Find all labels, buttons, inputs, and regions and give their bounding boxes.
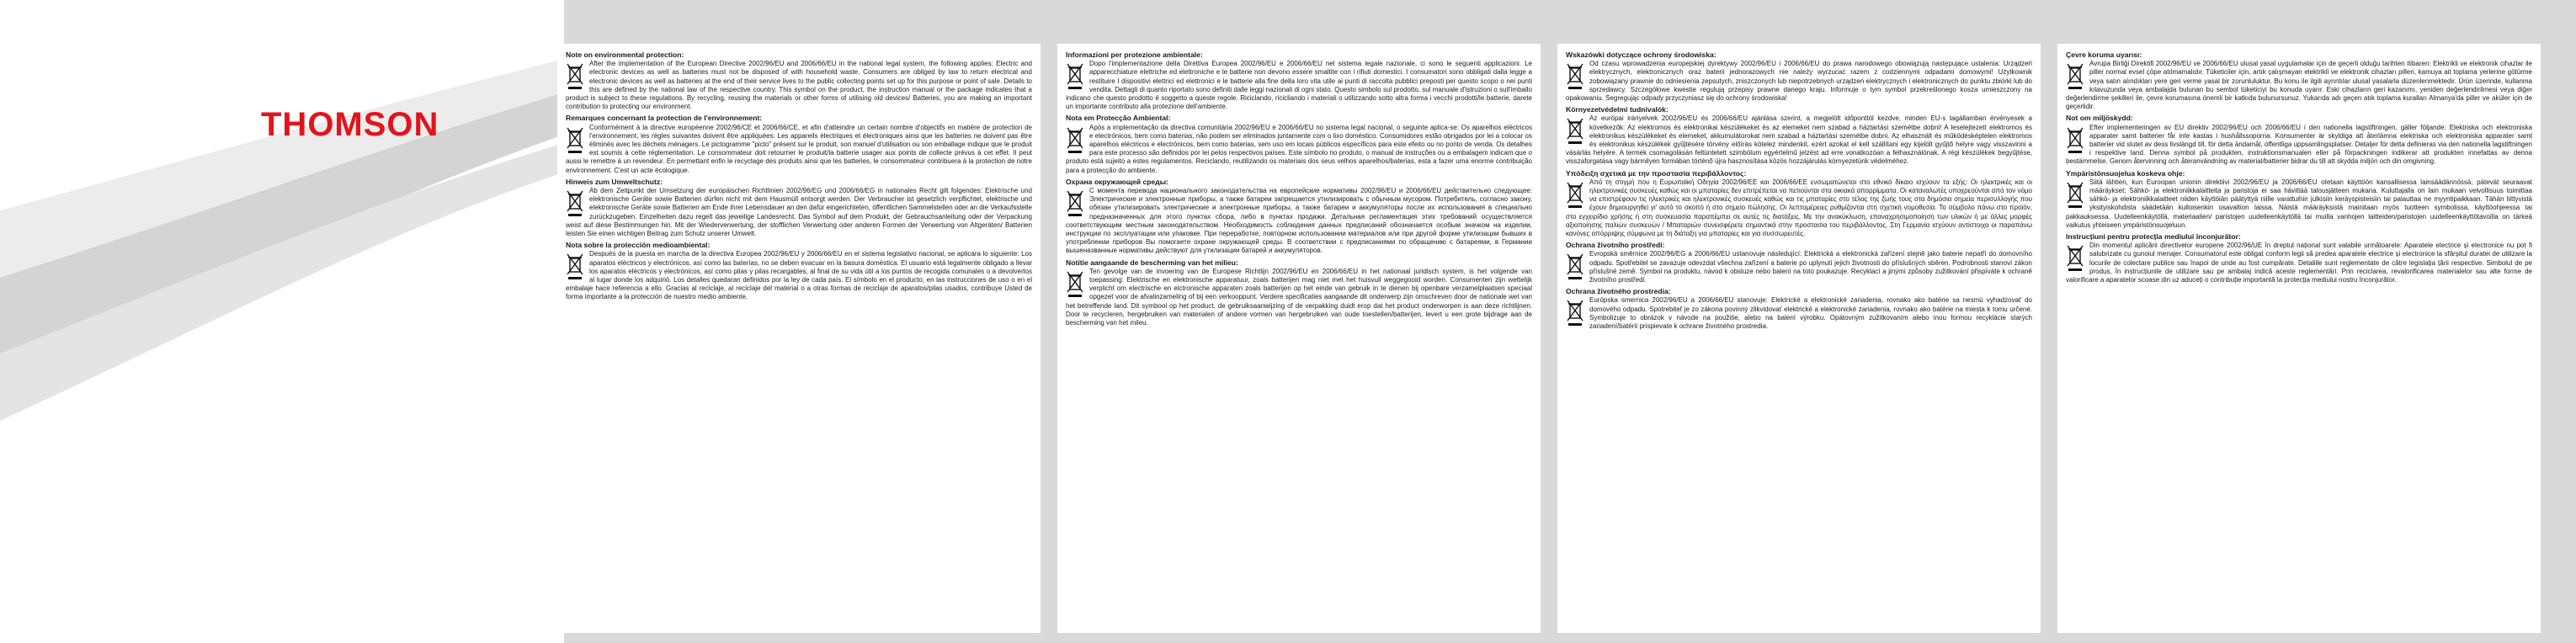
section-text: Ab dem Zeitpunkt der Umsetzung der europäischen Richtlinien 2002/96/EG und 2006/66/EG in nationales Recht gilt folgendes: Elektrische und elektronische Geräte sowie Batterien dürfen nicht mit dem Hausmüll entsorgt werden. Der Verbraucher ist gesetzlich verpflichtet, elektrische und elektronische Geräte sowie Batterien am Ende ihrer Lebensdauer an den dafür eingerichteten, öffentlichen Sammelstellen oder an die Verkaufsstelle zurückzugeben. Einzelheiten dazu regelt das jeweilige Landesrecht. Das Symbol auf dem Produkt, der Gebrauchsanleitung oder der Verpackung weist auf diese Bestimmungen hin. Mit der Wiederverwertung, der stofflichen Verwertung oder anderen Formen der Verwertung von Altgeräten/ Batterien leisten Sie einen wichtigen Beitrag zum Schutz unserer Umwelt. [566,187,1032,238]
crossed-bin-icon [2066,125,2084,154]
notice-panel [557,44,1041,633]
section-title: Note on environmental protection: [566,50,684,59]
section-text: Evropská směrnice 2002/96/EG a 2006/66/EU ustanovuje následující: Elektrická a elektronická zařízení stejně jako baterie nepatří do domovního odpadu. Spotřebitel se zavazuje odevzdat všechna zařízení a baterie po uplynutí jejich životnosti do příslušných sběren. Podrobnosti stanoví zákon příslušné země. Symbol na produktu, návod k obsluze nebo balení na toto poukazuje. Recyklací a jinými způsoby zužitkování přispíváte k ochraně životního prostředí. [1589,250,2032,284]
notice-panel [1057,44,1541,633]
section-body [566,187,1032,238]
notice-section [1566,287,2032,331]
notice-section [2066,50,2532,111]
crossed-bin-icon [1566,116,1584,145]
section-text: Efter implementeringen av EU direktiv 2002/96/EU och 2006/66/EU i den nationella lagstiftningen, gäller följande: Elektriska och elektroniska apparater samt batterier får inte kastas i hushållssoporna. Konsumenter är skyldiga att återlämna elektriska och elektroniska apparater samt batterier vid slutet av dess livslängd till, för detta ändamål, offentliga uppsamlingsplatser. Detaljer för detta definieras via den nationella lagstiftningen i respektive land. Denna symbol på produkten, instruktionsmanualen eller på förpackningen indikerar att produkten innefattas av denna bestämmelse. Genom återvinning och återanvändning av material/batterier bidrar du till att skydda miljön och din omgivning. [2066,123,2532,166]
section-text: Európska smernica 2002/96/EU a 2006/66/EU stanovuje: Elektrické a elektronické zariadenia, rovnako ako batérie sa nesmú vyhadzovať do domového odpadu. Spotrebiteľ je zo zákona povinný zlikvidovať elektrické a elektronické zariadenia, rovnako ako batérie na miesta k tomu určené. Symbolizuje to obrázok v návode na použitie, alebo na balení výrobku. Opätovným zužitkovaním alebo inou formou recyklácie starých zariadení/batérií prispievate k ochrane životného prostredia. [1589,296,2032,331]
cover-panel [0,0,564,643]
notice-panel [1557,44,2041,633]
notice-section [1566,105,2032,166]
crossed-bin-icon [1066,61,1084,90]
section-title: Nota em Protecção Ambiental: [1066,114,1171,123]
crossed-bin-icon [1066,189,1084,217]
section-body [2066,242,2532,284]
section-title: Notitie aangaande de bescherming van het milieu: [1066,258,1238,267]
crossed-bin-icon [1566,298,1584,327]
notice-section [566,114,1032,174]
notice-section [1066,50,1532,111]
notice-section [2066,232,2532,284]
crossed-bin-icon [1566,61,1584,90]
crossed-bin-icon [1066,125,1084,154]
notice-panel [2057,44,2541,633]
section-body [1566,60,2032,103]
section-body [1566,250,2032,284]
notice-section [566,241,1032,301]
section-title: Ochrana životného prostredia: [1566,287,1671,296]
notice-section [2066,114,2532,166]
section-title: Remarques concernant la protection de l'environnement: [566,114,763,123]
section-title: Ochrana životního prostředí: [1566,241,1665,250]
notice-section [1066,258,1532,328]
notice-section [2066,169,2532,230]
notice-section [1566,241,2032,284]
section-title: Hinweis zum Umweltschutz: [566,177,663,186]
crossed-bin-icon [566,252,584,280]
section-title: Instrucțiuni pentru protecția mediului înconjurător: [2066,232,2241,242]
section-body [566,60,1032,111]
section-text: Ten gevolge van de invoering van de Europese Richtlijn 2002/96/EU en 2006/66/EU in het nationaal juridisch system, is het volgende van toepassing: Elektrische en elektronische apparatuur, zoals batterijen mag niet met het huisvuil weggegooid worden. Consumenten zijn wettelijk verplicht om electrische en elctronische apparaten zoals batterijen op het einde van gebruik in te dienen bij openbare verzamelplaatsen speciaal opgezet voor de afvalinzameling of bij een verkooppunt. Verdere specificaties aangaande dit onderwerp zijn omschreven door de nationale wet van het betreffende land. Dit symbool op het product, de gebruiksaanwijzing of de verpakking duidt erop dat het product onderworpen is aan deze richtlijnen. Door te recycleren, hergebruiken van materialen of andere vormen van hergebruiken van oude toestellen/batterijen, levert u een grote bijdrage aan de bescherming van het mileu. [1066,267,1532,327]
swoosh-graphic [0,0,564,643]
notice-section [1066,178,1532,256]
section-body [566,124,1032,175]
notice-section [1566,50,2032,103]
section-body [1566,178,2032,238]
notice-section [566,178,1032,238]
section-text: Siitä lähtien, kun Euroopan unionin direktiivi 2002/96/EU ja 2006/66/EU otetaan käyttöön kansallisessa lainsäädännössä, pätevät seuraavat määräykset: Sähkö- ja elektroniikkalaitteita ja paristoja ei saa hävittää talousjätteen mukana. Kuluttajalla on lain mukaan velvollisuus toimittaa sähkö- ja elektroniikkalaitteet niiden käyttöiän päätyttyä niille varattuihin julkisiin keräyspisteisiin tai palauttaa ne myyntipaikkaan. Tähän liittyvistä yksityiskohdista säädetään kulloisenkin osavaltion laissa. Näistä määräyksistä mainitaan myös tuotteen symbolissa, käyttöohjeessa tai pakkauksessa. Uudelleenkäytöllä, materiaalien/ paristojen uudelleenkäytöllä tai muilla vanhojen laitteiden/paristojen uudelleenkäyttötavoilla on tärkeä vaikutus yhteiseen ympäristönsuojeluun. [2066,178,2532,229]
section-title: Охрана окружающей среды: [1066,177,1168,186]
crossed-bin-icon [566,125,584,154]
crossed-bin-icon [1566,180,1584,209]
notice-section [1566,169,2032,239]
section-body [1066,124,1532,175]
section-text: Después de la puesta en marcha de la directiva Europea 2002/96/EU y 2006/66/EU en el sistema legislativo nacional, se aplicara lo siguiente: Los aparatos eléctricos y electrónicos, así como las baterías, no se deben evacuar en la basura doméstica. El usuario está legalmente obligado a llevar los aparatos eléctricos y electrónicos, así como pilas y pilas recargables, al final de su vida útil a los puntos de recogida comunales o a devolverlos al lugar donde los adquirió. Los detalles quedaran definidos por la ley de cada país. El símbolo en el producto, en las instrucciones de uso o en el embalaje hace referencia a ello. Gracias al reciclaje, al reciclaje del material o a otras formas de reciclaje de aparatos/pilas usados, contribuye Usted de forma importante a la protección de nuestro medio ambiente. [566,250,1032,301]
section-text: Avrupa Birliği Direktifi 2002/96/EU ve 2006/66/EU ulusal yasal uygulamalar için de geçerli olduğu tarihten itibaren: Elektrikli ve elektronik cihazlar ile piller normal evsel çöpe atılmamalıdır. Tüketiciler için, artık çalışmayan elektrikli ve elektronik cihazları pilleri, kamuya ait toplama yerlerine götürme veya satın alındıkları yere geri verme yasal bir zorunluluktur. Bu konu ile ilgili ayrıntılar ulusal yasalarla düzenlenmektedir. Ürün üzerinde, kullanma kılavuzunda veya ambalajda bulunan bu sembol tüketiciyi bu konuda uyarır. Eski cihazların geri kazanımı, yeniden değerlendirilmesi veya diğer değerlendirme şekilleri ile, çevre korumasına önemli bir katkıda bulunursunuz. Yukarıda adı geçen atık toplama kuralları Almanya'da piller ve aküler için de geçerlidir. [2066,60,2532,111]
section-body [1066,187,1532,256]
crossed-bin-icon [1066,269,1084,298]
crossed-bin-icon [566,189,584,217]
section-title: Ympäristönsuojelua koskeva ohje: [2066,168,2185,178]
section-text: Από τη στιγμή που η Ευρωπαϊκή Οδηγία 2002/96/ΕΕ και 2006/66/ΕΕ ενσωματώνεται στο εθνικό δίκαιο ισχύουν τα εξής: Οι ηλεκτρικές και οι ηλεκτρονικές συσκευές καθώς και οι μπαταρίες δεν επιτρέπεται να πετιούνται στα οικιακά απορρίμματα. Οι καταναλωτές υποχρεούνται από τον νόμο να επιστρέφουν τις ηλεκτρικές και ηλεκτρονικές συσκευές καθώς και τις μπαταρίες στο τέλος της ζωής τους στα δημόσια σημεία περισυλλογής που έχουν δημιουργηθεί γι' αυτό το σκοπό ή στο σημείο πώλησης. Οι λεπτομέρειες ρυθμίζονται στη σχετική νομοθεσία. Το σύμβολο πάνω στο προϊόν, στο εγχειρίδιο χρήσης ή στη συσκευασία παραπέμπει σε αυτές τις διατάξεις. Με την ανακύκλωση, επαναχρησιμοποίηση των υλικών ή με άλλες μορφές αξιοποίησης παλιών συσκευών / Μπαταριών συνεισφέρετε σημαντικά στην προστασία του περιβάλλοντος. Στη Γερμανία ισχύουν αντίστοιχα οι παραπάνω κανόνες απόρριψης σύμφωνα με τη διάταξη για μπαταρίες και για συσσωρευτές. [1566,178,2032,238]
section-title: Çevre koruma uyarısı: [2066,50,2142,59]
section-text: Conformément à la directive européenne 2002/96/CE et 2006/66/CE, et afin d'atteindre un certain nombre d'objectifs en matière de protection de l'environnement, les règles suivantes doivent être appliquées: Les appareils électriques et électroniques ainsi que les batteries ne doivent pas être éliminés avec les déchets ménagers. Le pictogramme "picto" présent sur le produit, son manuel d'utilisation ou son emballage indique que le produit est soumis à cette réglementation. Le consommateur doit retourner le produit/la batterie usager aux points de collecte prévus à cet effet. Il peut aussi le remettre à un revendeur. En permettant enfin le recyclage des produits ainsi que les batteries, le consommateur contribuera à la protection de notre environnement. C'est un acte écologique. [566,123,1032,174]
section-body [2066,60,2532,111]
section-body [2066,124,2532,167]
section-text: Din momentul aplicării directivelor europene 2002/96/UE în dreptul național sunt valabile următoarele: Aparatele electrice și electronice nu pot fi salubrizate cu gunoiul menajer. Consumatorul este obligat conform legii să predea aparatele electrice și electronice la sfârșitul duratei de utilizare la locurile de colectare publice sau înapoi de unde au fost cumpărate. Detaliile sunt reglementate de către legislația țării respective. Simbolul de pe produs, în instrucțiunile de utilizare sau pe ambalaj indică aceste reglementări. Prin reciclarea, revalorificarea materialelor sau alte forme de valorificare a aparatelor scoase din uz aduceți o contribuție importantă la protecția mediului nostru înconjurător. [2066,242,2532,284]
section-text: After the implementation of the European Directive 2002/96/EU and 2006/66/EU in the national legal system, the following applies: Electric and electronic devices as well as batteries must not be disposed of with household waste. Consumers are obliged by law to return electrical and electronic devices as well as batteries at the end of their service lives to the public collecting points set up for this purpose or point of sale. Details to this are defined by the national law of the respective country. This symbol on the product, the instruction manual or the package indicates that a product is subject to these regulations. By recycling, reusing the materials or other forms of utilising old devices/ Batteries, you are making an important contribution to protecting our environment. [566,60,1032,111]
section-text: Od czasu wprowadzenia europejskiej dyrektywy 2002/96/EU i 2006/66/EU do prawa narodowego obowiązują następujące ustalenia: Urządzeń elektrycznych, elektronicznych oraz baterii jednorazowych nie należy wyrzucać razem z codziennymi odpadami domowymi! Użytkownik zobowiązany prawnie do odniesienia zepsutych, zniszczonych lub niepotrzebnych urządzeń elektrycznych i elektronicznych do punktu zbiórki lub do sprzedawcy. Szczegółowe kwestie regulują przepisy prawne danego kraju. Informuje o tym symbol przekreślonego kosza umieszczony na opakowaniu. Segregując odpady przyczyniasz się do ochrony środowiska! [1566,60,2032,103]
notice-section [566,50,1032,111]
section-body [1066,268,1532,327]
section-title: Not om miljöskydd: [2066,114,2133,123]
section-title: Informazioni per protezione ambientale: [1066,50,1203,59]
crossed-bin-icon [566,61,584,90]
section-title: Nota sobre la protección medioambiental: [566,241,711,250]
section-title: Környezetvédelmi tudnivalók: [1566,105,1669,114]
section-title: Wskazówki dotyczące ochrony środowiska: [1566,50,1716,59]
section-body [1566,114,2032,166]
crossed-bin-icon [2066,180,2084,209]
section-text: Az európai irányelvek 2002/96/EU és 2006/66/EU ajánlása szerint, a megjelölt időponttól kezdve, minden EU-s tagállamban érvényesek a következők: Az elektromos és elektronikai készülékeket és az elemeket nem szabad a háztartási szemétbe dobni! A leselejtezett elektromos és elektronikus készülékeket és elemeket, akkumulátorokat nem szabad a háztartási szemétbe dobni. Az elhasznált és működésképtelen elektromos és elektronikus készülékek gyűjtésére törvény előírás kötelez mindenkit, ezért azokat el kell szállítani egy kijelölt gyűjtő helyre vagy visszavinni a vásárlás helyére. A termék csomagolásán feltüntetett szimbólum egyértelmű jelzést ad erre vonatkozóan a felhasználónak. A régi készülékek begyűjtése, visszaforgatása vagy bármilyen formában történő újra hasznosítása közös hozzájárulás környezetünk védelméhez. [1566,114,2032,166]
crossed-bin-icon [1566,252,1584,280]
notice-section [1066,114,1532,174]
section-body [2066,178,2532,230]
crossed-bin-icon [2066,243,2084,272]
section-title: Υπόδειξη σχετικά με την προστασία περιβάλλοντος: [1566,168,1747,178]
section-body [1566,296,2032,331]
brand-logo: THOMSON [261,106,439,143]
section-body [1066,60,1532,111]
crossed-bin-icon [2066,61,2084,90]
section-body [566,250,1032,301]
section-text: Dopo l'implementazione della Direttiva Europea 2002/96/EU e 2006/66/EU nel sistema legale nazionale, ci sono le seguenti applicazioni. Le apparecchiature elettriche ed elettroniche e le batterie non devono essere smaltite con i rifiuti domestici. I consumatori sono obbligati dalla legge a restituire I dispositivi elettrici ed elettronici e le batterie alla fine della loro vita utile ai punti di raccolta pubblici preposti per questo scopo o nei punti vendita. Dettagli di quanto riportato sono definiti dalle leggi nazionali di ogni stato. Questo simbolo sul prodotto, sul manuale d'istruzioni o sull'imballo indicano che questo prodotto è soggetto a queste regole. Riciclando, ricicliando i materiali o utilizzando sotto altra forma i vecchi prodotti/le batterie, darete un importante contributo alla protezione dell'ambiente. [1066,60,1532,111]
section-text: С момента перевода национального законодательства на европейские нормативы 2002/96/EU и 2006/66/EU действительно следующее: Электрические и электронные приборы, а также батареи запрещается утилизировать с обычным мусором. Потребитель, согласно закону, обязан утилизировать электрические и электронные приборы, а также батареи и аккумуляторы после их использования в специально предназначенных для этого пунктах сбора, либо в пунктах продажи. Детальная регламентация этих требований осуществляется соответствующим местным законодательством. Необходимость соблюдения данных предписаний обозначается особым значком на изделии, инструкции по эксплуатации или упаковке. При переработке, повторном использовании материалов или при другой форме утилизации бывших в употреблении приборов Вы помогаете охране окружающей среды. В соответствии с предписаниями по обращению с батареями, в Германии вышеназванные нормативы действуют для утилизации батарей и аккумуляторов. [1066,187,1532,255]
section-text: Após a implementação da directiva comunitária 2002/96/EU e 2006/66/EU no sistema legal nacional, o seguinte aplica-se: Os aparelhos eléctricos e electrónicos, bem como baterias, não podem ser eliminados juntamente com o lixo doméstico. Consumidores estão obrigados por lei a colocar os aparelhos eléctricos e electrónicos, bem como baterias, sem uso em locais públicos específicos para este efeito ou no ponto de venda. Os detalhes para este processo são definidos por lei pelos respectivos países. Este símbolo no produto, o manual de instruções ou a embalagem indicam que o produto está sujeito a estes regulamentos. Reciclando, reutilizando os materiais dos seus velhos aparelhos/baterias, esta a fazer uma enorme contribuição para a protecção do ambiente. [1066,123,1532,174]
